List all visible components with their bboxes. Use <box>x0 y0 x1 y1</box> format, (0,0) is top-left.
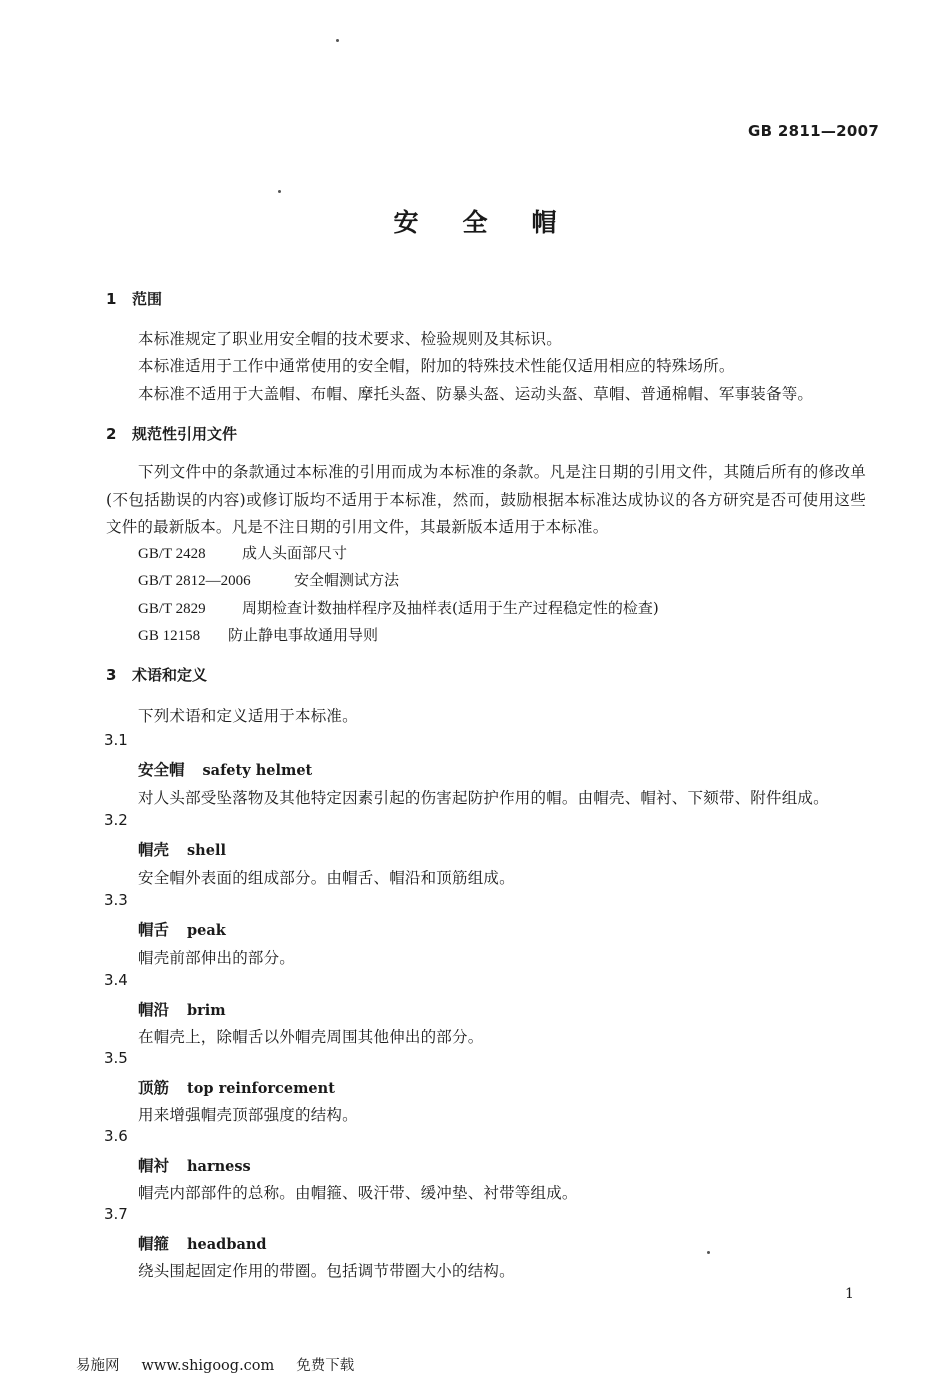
term-definition: 在帽壳上，除帽舌以外帽壳周围其他伸出的部分。 <box>138 1028 484 1046</box>
section-heading-scope <box>106 288 162 309</box>
standard-number: GB 2811—2007 <box>748 122 880 140</box>
term-chinese: 顶筋 <box>138 1079 170 1097</box>
scope-paragraph-1: 本标准规定了职业用安全帽的技术要求、检验规则及其标识。 <box>138 330 562 348</box>
terms-intro: 下列术语和定义适用于本标准。 <box>138 707 358 725</box>
term-chinese: 帽壳 <box>138 841 170 859</box>
references-intro: 下列文件中的条款通过本标准的引用而成为本标准的条款。凡是注日期的引用文件，其随后所有的修改单(不包括勘误的内容)或修订版均不适用于本标准，然而，鼓励根据本标准达成协议的各方研究是否可使用这些文件的最新版本。凡是不注日期的引用文件，其最新版本适用于本标准。 <box>106 463 866 536</box>
section-number: 1 <box>106 290 117 308</box>
scope-paragraph-2: 本标准适用于工作中通常使用的安全帽，附加的特殊技术性能仅适用相应的特殊场所。 <box>138 357 735 375</box>
reference-title: 周期检查计数抽样程序及抽样表(适用于生产过程稳定性的检查) <box>242 599 659 617</box>
term-english: shell <box>187 842 226 859</box>
reference-code: GB/T 2812—2006 <box>138 573 251 589</box>
term-definition: 绕头围起固定作用的带圈。包括调节带圈大小的结构。 <box>138 1262 515 1280</box>
term-chinese: 帽衬 <box>138 1157 170 1175</box>
reference-item <box>138 569 399 590</box>
scan-speck <box>707 1251 710 1254</box>
reference-item <box>138 542 347 563</box>
reference-code: GB/T 2829 <box>138 601 206 617</box>
clause-number: 3.7 <box>104 1205 128 1223</box>
term-english: headband <box>187 1236 267 1253</box>
scan-speck <box>336 39 339 42</box>
section-number: 3 <box>106 666 117 684</box>
footer-site-name: 易施网 <box>76 1358 120 1374</box>
footer-watermark <box>76 1354 376 1375</box>
term-english: top reinforcement <box>187 1080 335 1097</box>
term-heading <box>138 758 312 780</box>
page-number: 1 <box>845 1286 854 1302</box>
term-definition: 对人头部受坠落物及其他特定因素引起的伤害起防护作用的帽。由帽壳、帽衬、下颏带、附件组成。 <box>138 789 829 807</box>
reference-item <box>138 624 378 645</box>
section-number: 2 <box>106 425 117 443</box>
term-definition: 安全帽外表面的组成部分。由帽舌、帽沿和顶筋组成。 <box>138 869 515 887</box>
section-title: 规范性引用文件 <box>132 425 238 443</box>
term-heading <box>138 1154 251 1176</box>
term-heading <box>138 838 226 860</box>
term-chinese: 安全帽 <box>138 761 185 779</box>
term-heading <box>138 998 226 1020</box>
clause-number: 3.3 <box>104 891 128 909</box>
term-chinese: 帽沿 <box>138 1001 170 1019</box>
term-chinese: 帽箍 <box>138 1235 170 1253</box>
footer-note: 免费下载 <box>296 1358 355 1374</box>
reference-title: 成人头面部尺寸 <box>242 544 348 562</box>
reference-title: 安全帽测试方法 <box>294 571 400 589</box>
section-heading-terms-definitions <box>106 664 207 685</box>
term-definition: 用来增强帽壳顶部强度的结构。 <box>138 1106 358 1124</box>
clause-number: 3.1 <box>104 731 128 749</box>
page-title: 安全帽 <box>393 208 601 237</box>
term-heading <box>138 1076 335 1098</box>
term-english: peak <box>187 922 226 939</box>
reference-code: GB/T 2428 <box>138 546 206 562</box>
term-english: harness <box>187 1158 251 1175</box>
term-definition: 帽壳前部伸出的部分。 <box>138 949 296 967</box>
clause-number: 3.2 <box>104 811 128 829</box>
clause-number: 3.4 <box>104 971 128 989</box>
term-definition: 帽壳内部部件的总称。由帽箍、吸汗带、缓冲垫、衬带等组成。 <box>138 1184 578 1202</box>
term-english: safety helmet <box>202 762 313 779</box>
section-title: 范围 <box>132 290 163 308</box>
scan-speck <box>278 190 281 193</box>
reference-title: 防止静电事故通用导则 <box>228 626 379 644</box>
footer-url[interactable]: www.shigoog.com <box>141 1358 275 1374</box>
clause-number: 3.5 <box>104 1049 128 1067</box>
term-chinese: 帽舌 <box>138 921 170 939</box>
scope-paragraph-3: 本标准不适用于大盖帽、布帽、摩托头盔、防暴头盔、运动头盔、草帽、普通棉帽、军事装备等。 <box>138 385 814 403</box>
term-english: brim <box>187 1002 226 1019</box>
section-title: 术语和定义 <box>132 666 208 684</box>
reference-item <box>138 597 659 618</box>
reference-code: GB 12158 <box>138 628 201 644</box>
clause-number: 3.6 <box>104 1127 128 1145</box>
section-heading-normative-references <box>106 423 237 444</box>
term-heading <box>138 918 226 940</box>
term-heading <box>138 1232 267 1254</box>
